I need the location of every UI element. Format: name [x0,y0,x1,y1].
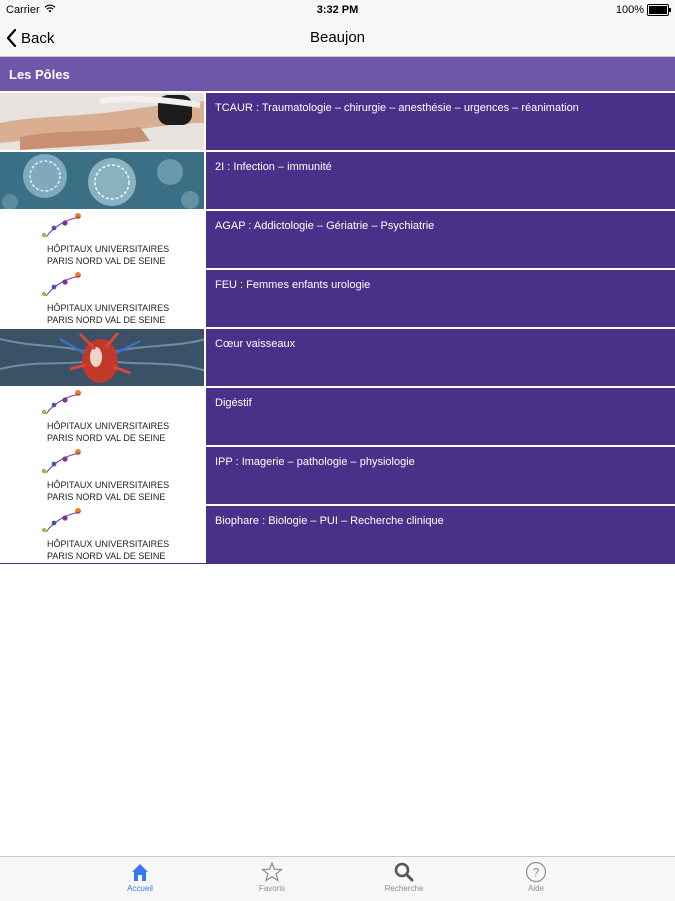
help-icon [525,861,547,883]
hospital-logo [0,388,206,445]
logo-line2: PARIS NORD VAL DE SEINE [47,315,166,325]
search-icon [393,861,415,883]
pole-label: TCAUR : Traumatologie – chirurgie – anesthésie – urgences – réanimation [215,102,579,114]
star-icon [261,861,283,883]
carrier-label: Carrier [6,4,40,16]
logo-line2: PARIS NORD VAL DE SEINE [47,492,166,502]
hospital-logo [0,270,206,327]
battery-percent: 100% [615,4,644,16]
logo-line2: PARIS NORD VAL DE SEINE [47,551,166,561]
list-item[interactable] [0,445,675,504]
battery-group [616,4,669,16]
logo-line1: HÔPITAUX UNIVERSITAIRES [47,421,170,431]
tab-bar [0,856,675,901]
section-title: Les Pôles [9,67,70,82]
logo-line1: HÔPITAUX UNIVERSITAIRES [47,244,170,254]
navigation-bar [0,20,675,57]
hospital-logo [0,506,206,563]
poles-list [0,91,675,564]
section-header [0,57,675,91]
hospital-logo [0,211,206,268]
logo-line1: HÔPITAUX UNIVERSITAIRES [47,303,170,313]
tab-label: Aide [527,884,544,893]
status-time: 3:32 PM [316,4,359,16]
tab-label: Favoris [258,884,286,893]
list-item[interactable] [0,268,675,327]
physiotherapy-image [0,93,206,150]
tab-favoris[interactable] [232,859,312,893]
tab-recherche[interactable] [364,859,444,893]
tab-aide[interactable] [496,859,576,893]
pole-label: FEU : Femmes enfants urologie [215,279,371,291]
list-item[interactable] [0,209,675,268]
logo-line2: PARIS NORD VAL DE SEINE [47,256,166,266]
list-item[interactable] [0,386,675,445]
page-title: Beaujon [309,29,366,46]
home-icon [129,861,151,883]
tab-accueil[interactable] [100,859,180,893]
tab-label: Recherche [384,884,424,893]
virus-image [0,152,206,209]
heart-image [0,329,206,386]
pole-label: Cœur vaisseaux [215,338,296,350]
pole-label: Digéstif [215,397,252,409]
hospital-logo [0,447,206,504]
list-item[interactable] [0,327,675,386]
battery-icon [647,4,669,16]
list-item[interactable] [0,150,675,209]
pole-label: Biophare : Biologie – PUI – Recherche clinique [215,515,444,527]
svg-text:?: ? [532,865,540,880]
logo-line1: HÔPITAUX UNIVERSITAIRES [47,480,170,490]
pole-label: AGAP : Addictologie – Gériatrie – Psychiatrie [215,220,435,232]
list-item[interactable] [0,504,675,564]
back-button-label: Back [21,29,55,47]
tab-label: Accueil [127,884,153,893]
pole-label: 2I : Infection – immunité [215,161,332,173]
logo-line1: HÔPITAUX UNIVERSITAIRES [47,539,170,549]
logo-line2: PARIS NORD VAL DE SEINE [47,433,166,443]
pole-label: IPP : Imagerie – pathologie – physiologie [215,456,415,468]
status-bar [0,0,675,20]
list-item[interactable] [0,91,675,150]
